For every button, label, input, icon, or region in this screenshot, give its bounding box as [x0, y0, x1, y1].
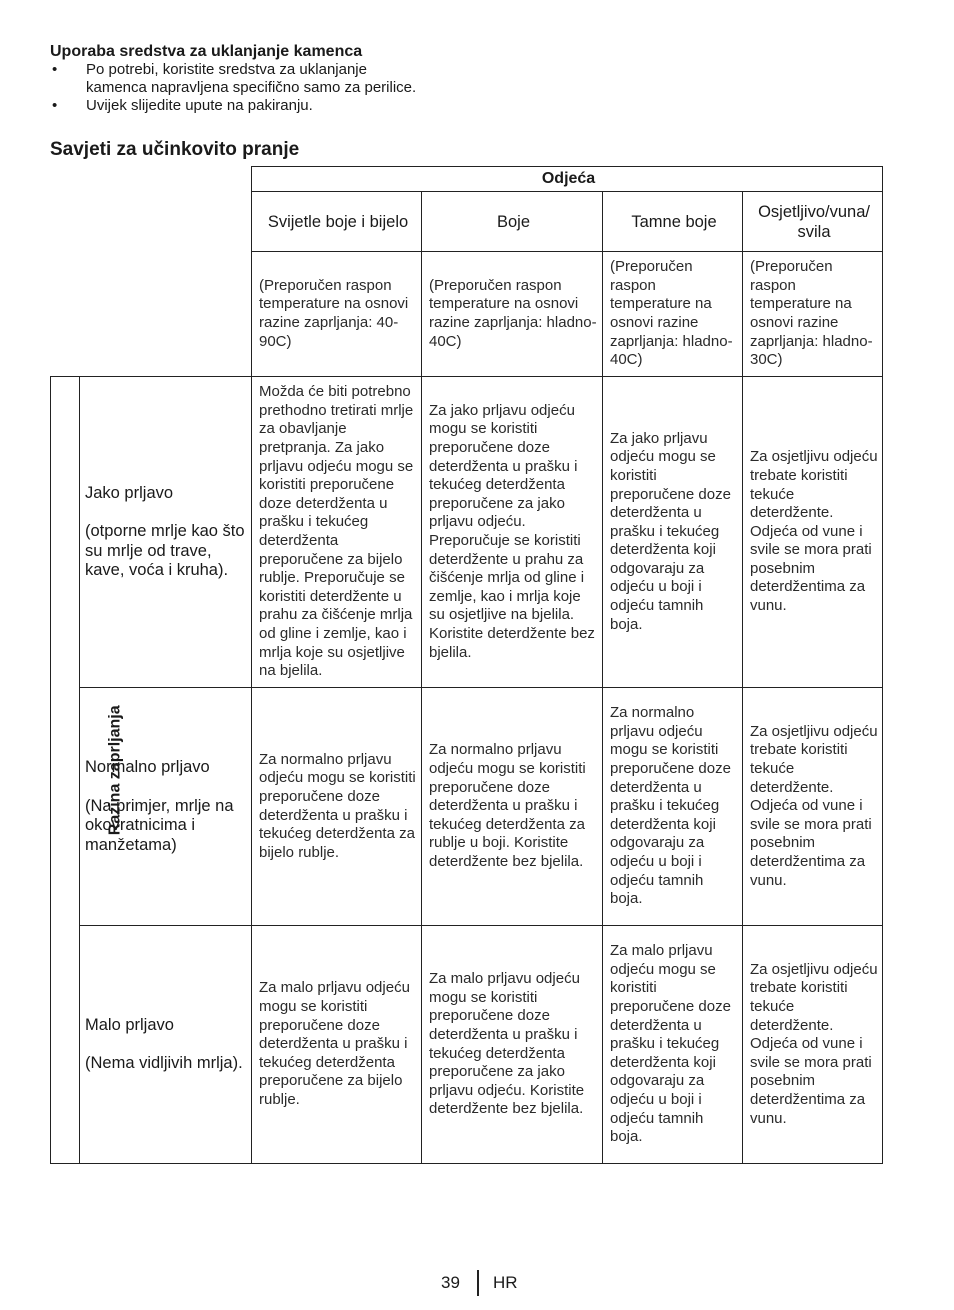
temperature-hint: (Preporučen raspon temperature na osnovi razine zaprljanja: hladno-40C)	[422, 252, 603, 377]
page-footer	[0, 1270, 954, 1296]
column-header: Boje	[422, 192, 603, 252]
column-header-row	[51, 192, 883, 252]
recommendation-cell: Za osjetljivu odjeću trebate koristiti tekuće deterdžente. Odjeća od vune i svile se mora prati posebnim deterdžentima za vunu.	[743, 688, 883, 926]
soil-level-name: Jako prljavo	[85, 483, 174, 502]
recommendation-cell: Za malo prljavu odjeću mogu se koristiti preporučene doze deterdženta u prašku i tekućeg deterdženta preporučene za bijelo rublje.	[252, 926, 422, 1164]
table-row	[51, 377, 883, 688]
empty-corner	[51, 252, 252, 377]
clothing-header: Odjeća	[252, 167, 883, 192]
descaler-section	[50, 42, 430, 115]
temperature-row	[51, 252, 883, 377]
soil-level-description: (Nema vidljivih mrlja).	[85, 1054, 243, 1072]
recommendation-cell: Za normalno prljavu odjeću mogu se koristiti preporučene doze deterdženta u prašku i tekućeg deterdženta za bijelo rublje.	[252, 688, 422, 926]
soil-level-name: Normalno prljavo	[85, 758, 210, 776]
empty-corner	[51, 192, 252, 252]
footer-divider	[477, 1270, 479, 1296]
table-header-row	[51, 167, 883, 192]
descaler-bullet-list	[50, 61, 430, 115]
column-header: Tamne boje	[603, 192, 743, 252]
soil-level-axis-label: Razina zaprljanja	[106, 705, 124, 835]
recommendation-cell: Za normalno prljavu odjeću mogu se koristiti preporučene doze deterdženta u prašku i tekućeg deterdženta za rublje u boji. Koristite deterdžente bez bjelila.	[422, 688, 603, 926]
recommendation-cell: Za osjetljivu odjeću trebate koristiti tekuće deterdžente. Odjeća od vune i svile se mora prati posebnim deterdžentima za vunu.	[743, 926, 883, 1164]
table-row	[51, 926, 883, 1164]
soil-level-description: (otporne mrlje kao što su mrlje od trave, kave, voća i kruha).	[85, 522, 245, 579]
recommendation-cell: Možda će biti potrebno prethodno tretirati mrlje za obavljanje pretpranja. Za jako prljavu odjeću mogu se koristiti preporučene doze deterdženta u prašku i tekućeg deterdženta preporučene za bijelo rublje. Preporučuje se koristiti deterdžente u prahu za čišćenje mrlja od gline i zemlje, kao i mrlja koje su osjetljive na bjelila.	[252, 377, 422, 688]
soil-level-cell	[80, 926, 252, 1164]
section-title: Savjeti za učinkovito pranje	[50, 139, 300, 160]
washing-tips-table	[50, 166, 883, 1164]
recommendation-cell: Za jako prljavu odjeću mogu se koristiti preporučene doze deterdženta u prašku i tekućeg deterdženta koji odgovaraju za odjeću u boji i odjeću tamnih boja.	[603, 377, 743, 688]
column-header: Osjetljivo/vuna/ svila	[743, 192, 883, 252]
descaler-bullet	[50, 97, 430, 115]
language-code: HR	[493, 1273, 518, 1292]
soil-level-cell	[80, 377, 252, 688]
recommendation-cell: Za osjetljivu odjeću trebate koristiti tekuće deterdžente. Odjeća od vune i svile se mora prati posebnim deterdžentima za vunu.	[743, 377, 883, 688]
page-number: 39	[441, 1273, 460, 1292]
soil-level-axis	[51, 377, 124, 1164]
soil-level-cell	[80, 688, 252, 926]
recommendation-cell: Za jako prljavu odjeću mogu se koristiti preporučene doze deterdženta u prašku i tekućeg deterdženta preporučene za jako prljavu odjeću. Preporučuje se koristiti deterdžente u prahu za čišćenje mrlja od gline i zemlje, kao i mrlja koje su osjetljive na bjelila. Koristite deterdžente bez bjelila.	[422, 377, 603, 688]
soil-level-name: Malo prljavo	[85, 1015, 174, 1034]
recommendation-cell: Za malo prljavu odjeću mogu se koristiti preporučene doze deterdženta u prašku i tekućeg deterdženta preporučene za jako prljavu odjeću. Koristite deterdžente bez bjelila.	[422, 926, 603, 1164]
temperature-hint: (Preporučen raspon temperature na osnovi razine zaprljanja: 40-90C)	[252, 252, 422, 377]
temperature-hint: (Preporučen raspon temperature na osnovi razine zaprljanja: hladno-30C)	[743, 252, 883, 377]
recommendation-cell: Za malo prljavu odjeću mogu se koristiti preporučene doze deterdženta u prašku i tekućeg deterdženta koji odgovaraju za odjeću u boji i odjeću tamnih boja.	[603, 926, 743, 1164]
bullet-text: Uvijek slijedite upute na pakiranju.	[86, 97, 313, 114]
empty-corner	[51, 167, 252, 192]
column-header: Svijetle boje i bijelo	[252, 192, 422, 252]
bullet-icon: •	[52, 61, 58, 78]
temperature-hint: (Preporučen raspon temperature na osnovi razine zaprljanja: hladno-40C)	[603, 252, 743, 377]
soil-level-description: (Na primjer, mrlje na okovratnicima i manžetama)	[85, 796, 234, 854]
table-row	[51, 688, 883, 926]
recommendation-cell: Za normalno prljavu odjeću mogu se koristiti preporučene doze deterdženta u prašku i tekućeg deterdženta koji odgovaraju za odjeću u boji i odjeću tamnih boja.	[603, 688, 743, 926]
descaler-bullet	[50, 61, 430, 97]
descaler-title: Uporaba sredstva za uklanjanje kamenca	[50, 43, 363, 60]
bullet-text: Po potrebi, koristite sredstva za uklanjanje kamenca napravljena specifično samo za perilice.	[86, 61, 417, 96]
bullet-icon: •	[52, 97, 58, 114]
